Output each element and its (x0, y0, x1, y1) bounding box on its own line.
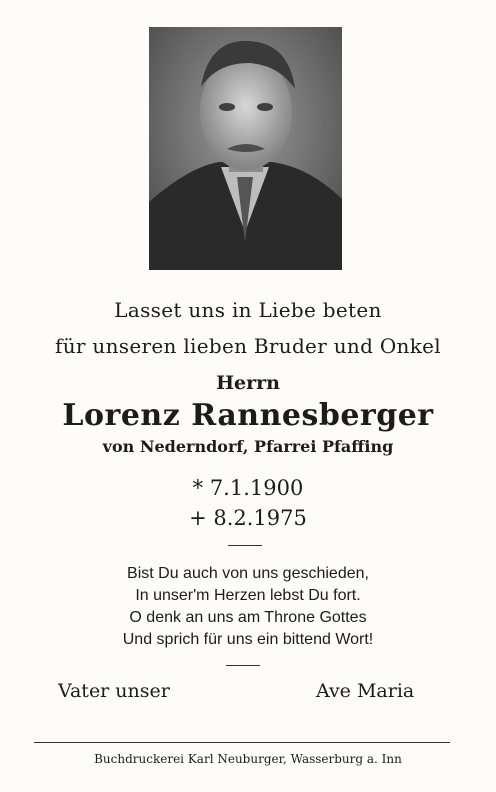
prayer-ave-maria: Ave Maria (316, 680, 415, 702)
prayer-line-1: Lasset uns in Liebe beten (114, 298, 382, 322)
verse-line-3: O denk an uns am Throne Gottes (129, 609, 367, 626)
divider-short-1 (228, 545, 262, 546)
portrait-photo (149, 27, 342, 270)
prayer-line-2: für unseren lieben Bruder und Onkel (55, 334, 441, 358)
divider-short-2 (226, 665, 260, 666)
verse-line-2: In unser'm Herzen lebst Du fort. (135, 587, 361, 604)
death-date: + 8.2.1975 (189, 506, 307, 530)
prayer-vater-unser: Vater unser (58, 680, 170, 702)
salutation: Herrn (216, 372, 280, 394)
verse-line-1: Bist Du auch von uns geschieden, (127, 565, 369, 582)
footer-rule (34, 742, 450, 743)
verse-line-4: Und sprich für uns ein bittend Wort! (122, 631, 374, 648)
printer-credit: Buchdruckerei Karl Neuburger, Wasserburg a. Inn (94, 752, 402, 766)
birth-date: * 7.1.1900 (192, 476, 304, 500)
deceased-name: Lorenz Rannesberger (62, 398, 434, 433)
origin-line: von Nederndorf, Pfarrei Pfaffing (102, 437, 394, 456)
